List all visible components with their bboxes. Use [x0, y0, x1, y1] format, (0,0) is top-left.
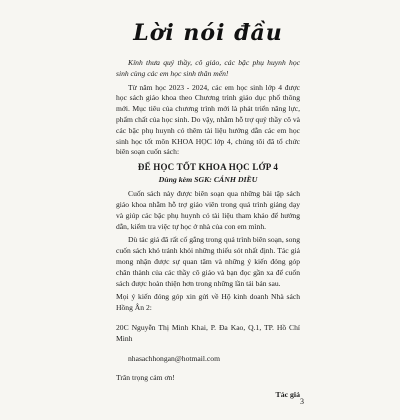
contact-line: Mọi ý kiến đóng góp xin gửi về Hộ kinh doanh Nhà sách Hồng Ân 2:: [116, 292, 300, 313]
email-line: nhasachhongan@hotmail.com: [128, 353, 220, 363]
page-number: 3: [300, 397, 304, 406]
author-signature: Tác giả: [275, 390, 300, 400]
feedback-paragraph: Dù tác giả đã rất cố gắng trong quá trình biên soạn, song cuốn sách khó tránh khỏi những thiếu sót nhất định. Tác giả mong nhận được sự quan tâm và những ý kiến đóng góp chân thành của các thầy cô giáo và bạn đọc gần xa để cuốn sách được hoàn thiện hơn trong những lần tái bản sau.: [116, 235, 300, 288]
page-title: Lời nói đầu: [133, 20, 283, 46]
intro-paragraph: Từ năm học 2023 - 2024, các em học sinh lớp 4 được học sách giáo khoa theo Chương trình giáo dục phổ thông mới. Mục tiêu của chương trình mới là phát triển năng lực, phẩm chất của học sinh. Do vậy, nhằm hỗ trợ quý thầy cô và các bậc phụ huynh có thêm tài liệu hướng dẫn các em học sinh học tốt môn KHOA HỌC lớp 4, chúng tôi đã tổ chức biên soạn cuốn sách:: [116, 82, 300, 157]
book-title: ĐỂ HỌC TỐT KHOA HỌC LỚP 4: [137, 162, 279, 173]
greeting-paragraph: Kính thưa quý thầy, cô giáo, các bậc phụ huynh học sinh cùng các em học sinh thân mến!: [116, 58, 300, 78]
document-page: [0, 20, 400, 420]
thanks-line: Trân trọng cảm ơn!: [116, 373, 175, 383]
address-line: 20C Nguyễn Thị Minh Khai, P. Đa Kao, Q.1, TP. Hồ Chí Minh: [116, 322, 300, 343]
purpose-paragraph: Cuốn sách này được biên soạn qua những bài tập sách giáo khoa nhằm hỗ trợ giáo viên trong quá trình giảng dạy và giúp các bậc phụ huynh có tài liệu tham khảo để hướng dẫn, kiểm tra việc tự học ở nhà của con em mình.: [116, 189, 300, 231]
book-subtitle: Dùng kèm SGK: CÁNH DIỀU: [158, 175, 258, 185]
